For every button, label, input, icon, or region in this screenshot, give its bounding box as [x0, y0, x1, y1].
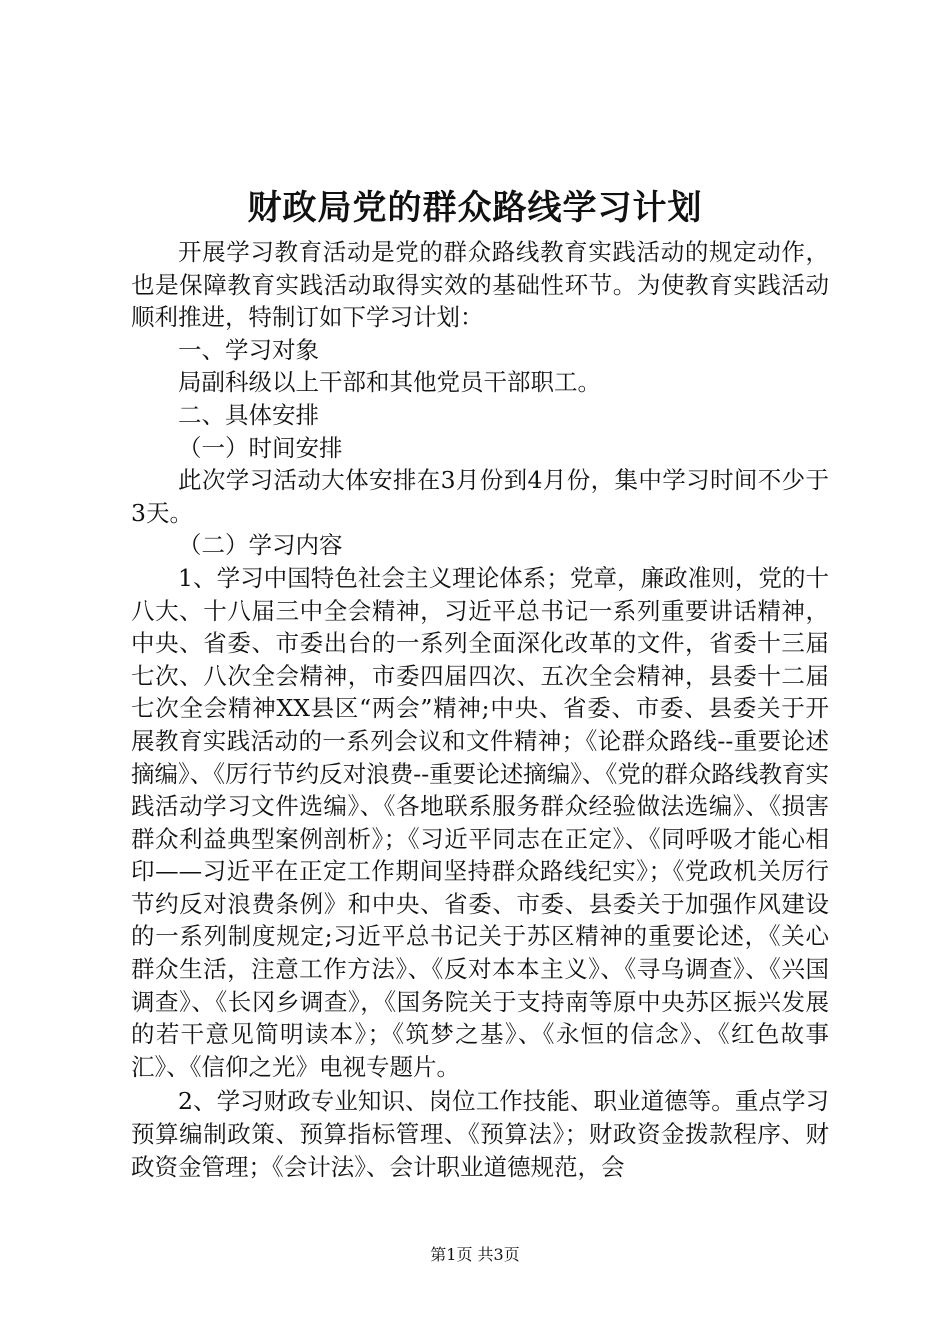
- paragraph-time-arrangement: 此次学习活动大体安排在3月份到4月份，集中学习时间不少于3天。: [131, 466, 829, 527]
- heading-arrangement: 二、具体安排: [178, 400, 319, 429]
- paragraph-content-item-1: 1、学习中国特色社会主义理论体系；党章，廉政准则，党的十八大、十八届三中全会精神，习近平总书记一系列重要讲话精神，中央、省委、市委出台的一系列全面深化改革的文件，省委十三届七次、八次全会精神，市委四届四次、五次全会精神，县委十二届七次全会精神XX县区“两会”精神;中央、省委、市委、县委关于开展教育实践活动的一系列会议和文件精神；《论群众路线--重要论述摘编》、《厉行节约反对浪费--重要论述摘编》、《党的群众路线教育实践活动学习文件选编》、《各地联系服务群众经验做法选编》、《损害群众利益典型案例剖析》；《习近平同志在正定》、《同呼吸才能心相印——习近平在正定工作期间坚持群众路线纪实》；《党政机关厉行节约反对浪费条例》和中央、省委、市委、县委关于加强作风建设的一系列制度规定;习近平总书记关于苏区精神的重要论述，《关心群众生活，注意工作方法》、《反对本本主义》、《寻乌调查》、《兴国调查》、《长冈乡调查》，《国务院关于支持南等原中央苏区振兴发展的若干意见简明读本》；《筑梦之基》、《永恒的信念》、《红色故事汇》、《信仰之光》电视专题片。: [131, 563, 829, 1081]
- heading-time-arrangement: （一）时间安排: [178, 433, 343, 462]
- page-number-footer: 第1页 共3页: [430, 1245, 520, 1264]
- document-title: 财政局党的群众路线学习计划: [247, 188, 703, 228]
- paragraph-study-target: 局副科级以上干部和其他党员干部职工。: [178, 368, 601, 397]
- paragraph-content-item-2: 2、学习财政专业知识、岗位工作技能、职业道德等。重点学习预算编制政策、预算指标管理、《预算法》；财政资金拨款程序、财政资金管理；《会计法》、会计职业道德规范，会: [131, 1087, 829, 1181]
- heading-study-content: （二）学习内容: [178, 531, 343, 560]
- heading-study-target: 一、学习对象: [178, 335, 319, 364]
- document-body: [131, 236, 829, 1183]
- paragraph-intro: 开展学习教育活动是党的群众路线教育实践活动的规定动作，也是保障教育实践活动取得实效的基础性环节。为使教育实践活动顺利推进，特制订如下学习计划：: [131, 238, 829, 332]
